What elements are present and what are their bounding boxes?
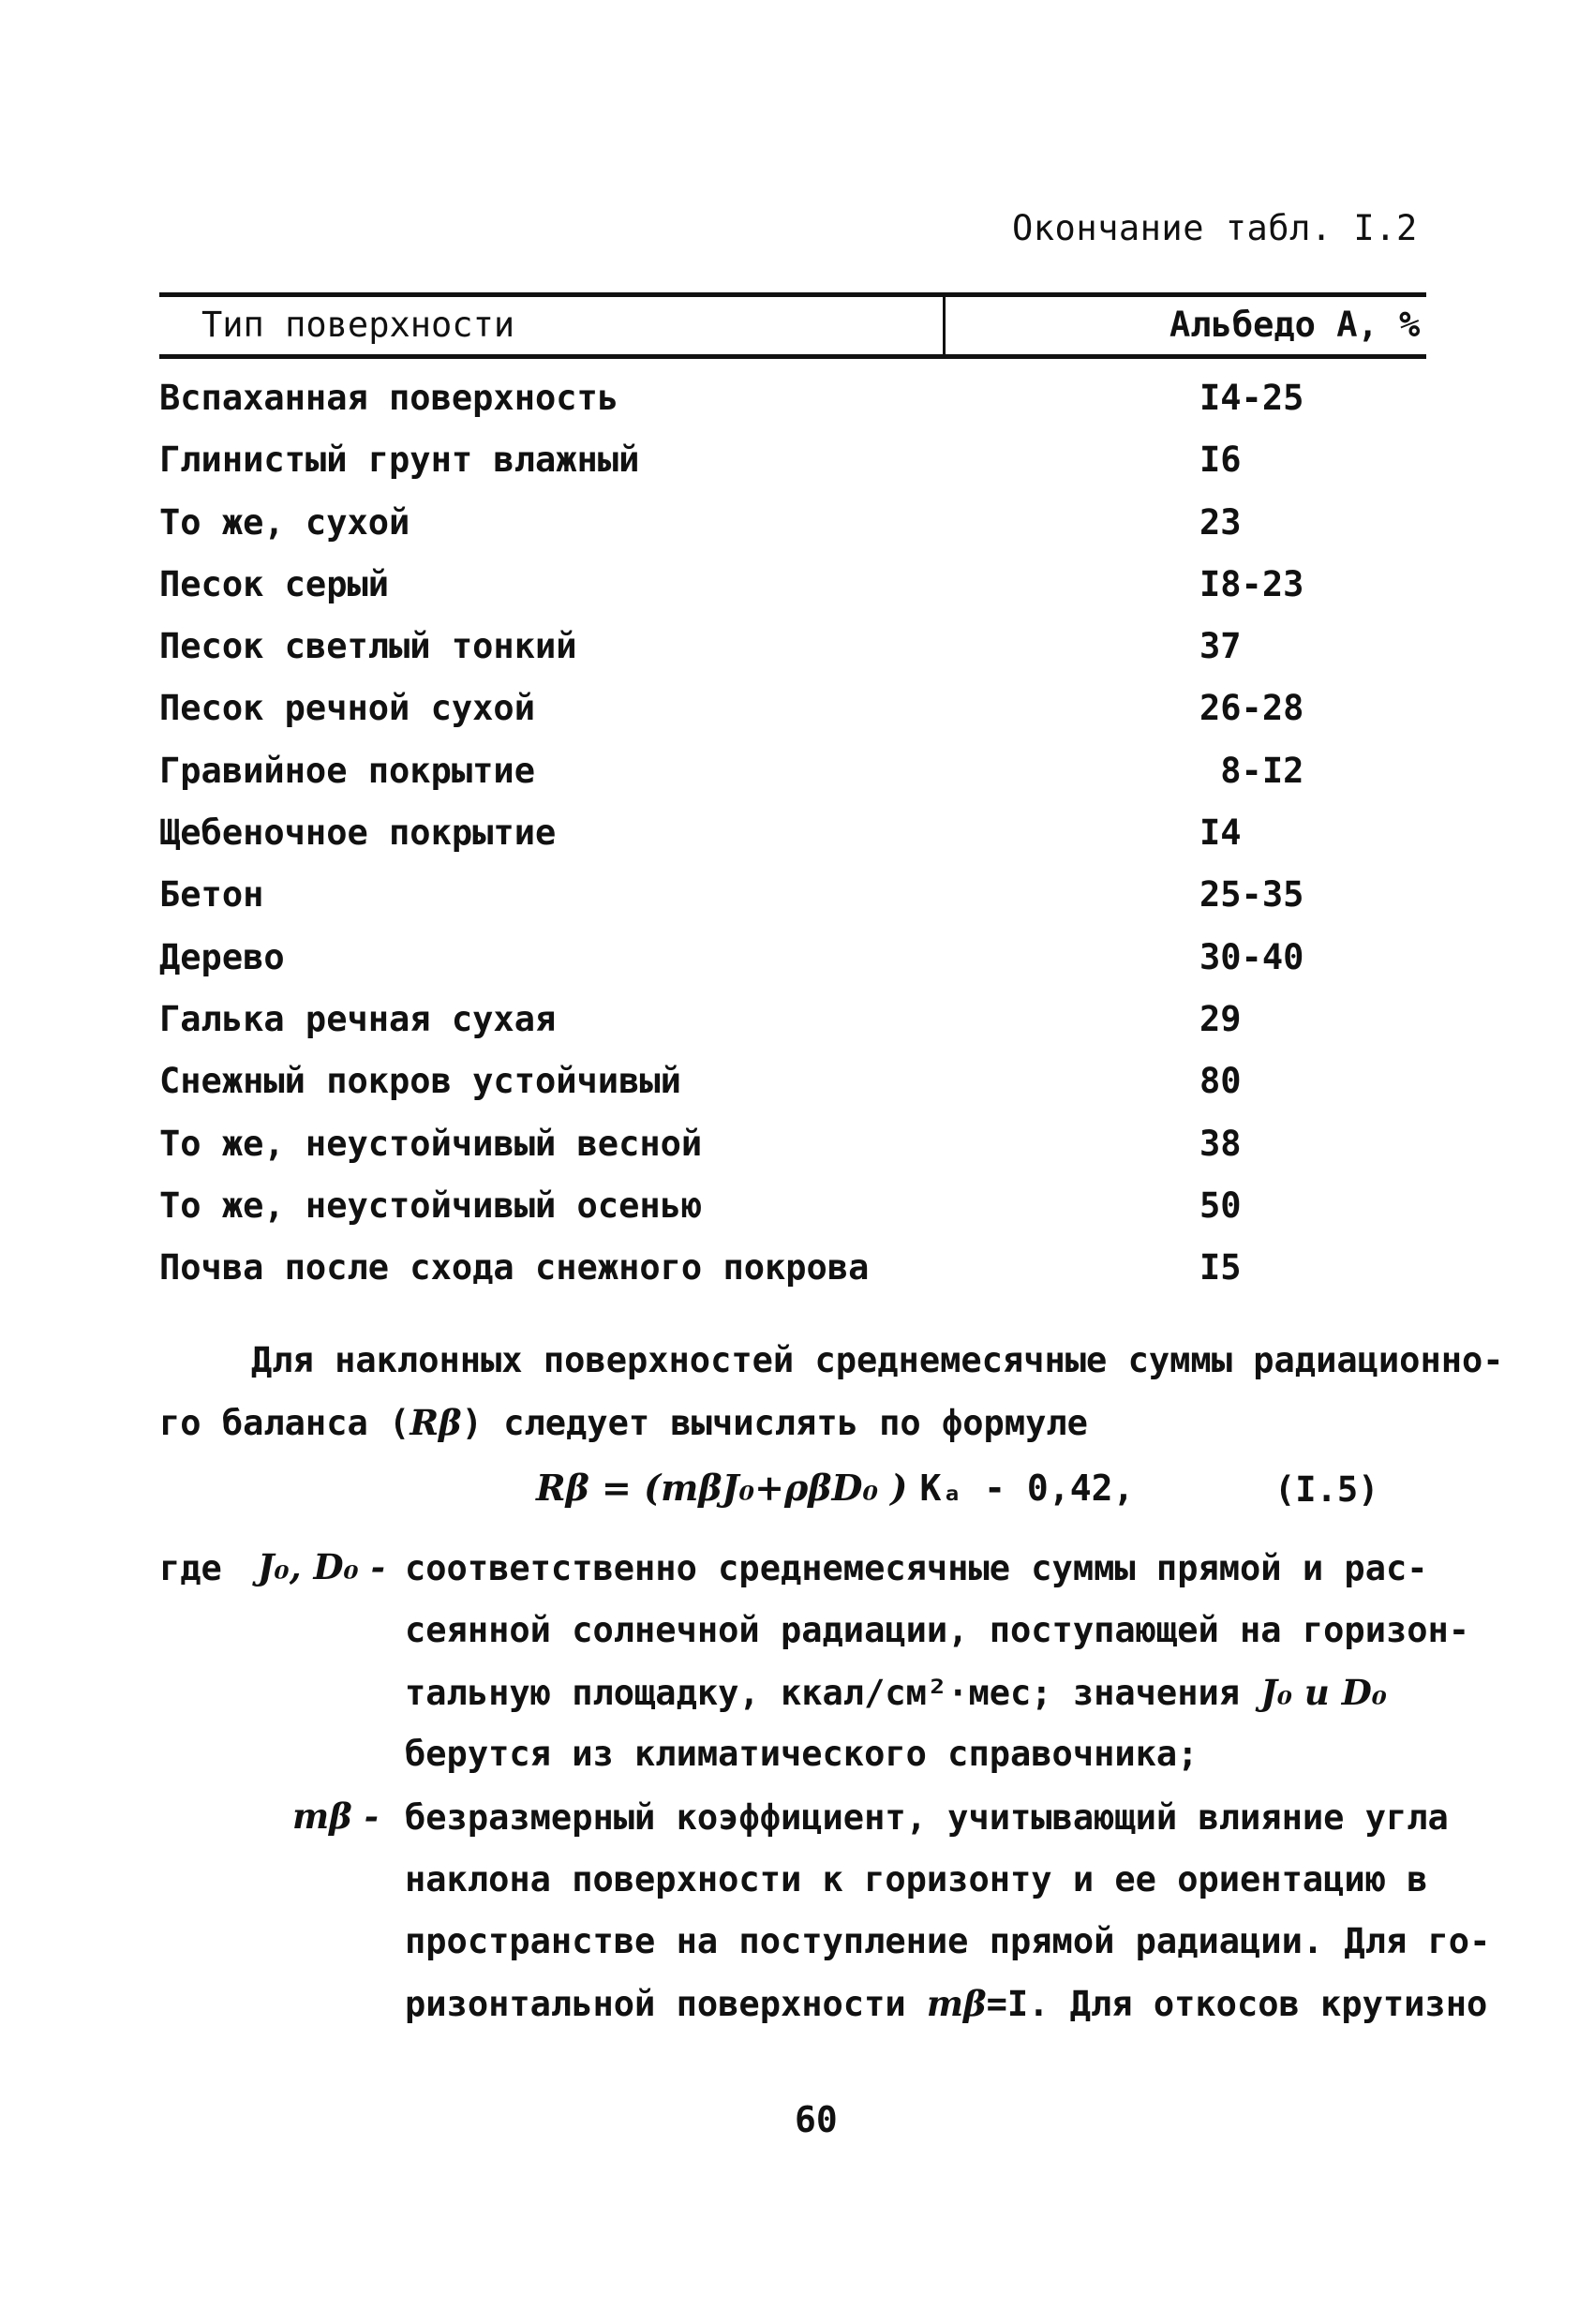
- intro-line-1: Для наклонных поверхностей среднемесячные суммы радиационно-: [251, 1340, 1504, 1380]
- table-body: [159, 378, 1426, 1309]
- table-row: [159, 564, 1426, 626]
- intro-line-2-end: ) следует вычислять по формуле: [461, 1403, 1088, 1443]
- albedo-cell: 23: [1199, 501, 1242, 543]
- albedo-cell: 8-I2: [1199, 750, 1304, 791]
- intro-line-2-start: го баланса (: [159, 1403, 410, 1443]
- where-line-2: сеянной солнечной радиации, поступающей на горизон-: [405, 1610, 1470, 1650]
- m-line-4-symbol: mβ: [926, 1983, 987, 2024]
- formula-body: Rβ = (mβJ₀+ρβD₀ ): [536, 1467, 908, 1509]
- where-label: где: [159, 1548, 222, 1588]
- surface-cell: Глинистый грунт влажный: [159, 439, 640, 481]
- surface-cell: То же, неустойчивый осенью: [159, 1184, 703, 1226]
- equation-number: (I.5): [1274, 1469, 1379, 1510]
- surface-cell: Песок серый: [159, 563, 390, 604]
- table-row: [159, 1124, 1426, 1185]
- surface-cell: То же, сухой: [159, 501, 410, 543]
- table-row: [159, 812, 1426, 874]
- header-column-separator: [943, 296, 946, 356]
- where-symbols-j0-d0: J₀, D₀ -: [258, 1546, 386, 1587]
- albedo-cell: I8-23: [1199, 563, 1304, 604]
- surface-cell: Песок речной сухой: [159, 688, 535, 729]
- m-beta-symbol: mβ -: [292, 1795, 379, 1837]
- formula-i5: [536, 1467, 1134, 1509]
- table-top-rule: [159, 292, 1426, 297]
- table-row: [159, 751, 1426, 812]
- m-line-4-end: =I. Для откосов крутизно: [986, 1984, 1488, 2024]
- surface-cell: Щебеночное покрытие: [159, 812, 557, 854]
- table-row: [159, 937, 1426, 999]
- table-row: [159, 502, 1426, 564]
- table-row: [159, 1185, 1426, 1247]
- where-line-3-text: тальную площадку, ккал/см²·мес; значения: [405, 1673, 1241, 1713]
- albedo-cell: 50: [1199, 1184, 1242, 1226]
- albedo-cell: I5: [1199, 1247, 1242, 1289]
- where-line-3-symbols: J₀ и D₀: [1260, 1672, 1387, 1713]
- table-row: [159, 874, 1426, 936]
- surface-cell: Бетон: [159, 874, 264, 916]
- albedo-cell: I6: [1199, 439, 1242, 481]
- table-caption: Окончание табл. I.2: [1012, 208, 1418, 248]
- albedo-cell: 38: [1199, 1123, 1242, 1164]
- albedo-cell: 80: [1199, 1061, 1242, 1102]
- table-header-rule: [159, 354, 1426, 359]
- table-row: [159, 439, 1426, 501]
- surface-cell: Песок светлый тонкий: [159, 626, 577, 667]
- surface-cell: Снежный покров устойчивый: [159, 1061, 681, 1102]
- table-row: [159, 999, 1426, 1061]
- surface-cell: То же, неустойчивый весной: [159, 1123, 703, 1164]
- m-line-4-start: ризонтальной поверхности: [405, 1984, 906, 2024]
- albedo-cell: 25-35: [1199, 874, 1304, 916]
- m-line-1: безразмерный коэффициент, учитывающий влияние угла: [405, 1797, 1449, 1838]
- surface-cell: Галька речная сухая: [159, 998, 557, 1039]
- header-surface-type: Тип поверхности: [201, 305, 515, 345]
- surface-cell: Гравийное покрытие: [159, 750, 535, 791]
- intro-line-2: [159, 1402, 1088, 1443]
- page-number: 60: [795, 2099, 838, 2140]
- albedo-cell: 29: [1199, 998, 1242, 1039]
- table-row: [159, 1061, 1426, 1123]
- table-row: [159, 688, 1426, 750]
- where-line-3: [405, 1672, 1387, 1713]
- albedo-cell: 26-28: [1199, 688, 1304, 729]
- albedo-cell: I4: [1199, 812, 1242, 854]
- surface-cell: Вспаханная поверхность: [159, 378, 619, 418]
- where-line-4: берутся из климатического справочника;: [405, 1734, 1199, 1774]
- surface-cell: Дерево: [159, 936, 285, 977]
- header-albedo: Альбедо А, %: [1169, 305, 1421, 345]
- m-line-2: наклона поверхности к горизонту и ее ориентацию в: [405, 1859, 1428, 1899]
- where-line-1: соответственно среднемесячные суммы прямой и рас-: [405, 1548, 1428, 1588]
- table-row: [159, 626, 1426, 688]
- surface-cell: Почва после схода снежного покрова: [159, 1247, 870, 1289]
- table-row: [159, 1247, 1426, 1309]
- m-line-4: [405, 1983, 1487, 2024]
- table-row: [159, 378, 1426, 439]
- albedo-cell: I4-25: [1199, 378, 1304, 418]
- m-line-3: пространстве на поступление прямой радиации. Для го-: [405, 1921, 1491, 1961]
- albedo-cell: 37: [1199, 626, 1242, 667]
- formula-tail: Kₐ - 0,42,: [919, 1467, 1135, 1509]
- r-beta-symbol: Rβ: [410, 1402, 462, 1443]
- albedo-cell: 30-40: [1199, 936, 1304, 977]
